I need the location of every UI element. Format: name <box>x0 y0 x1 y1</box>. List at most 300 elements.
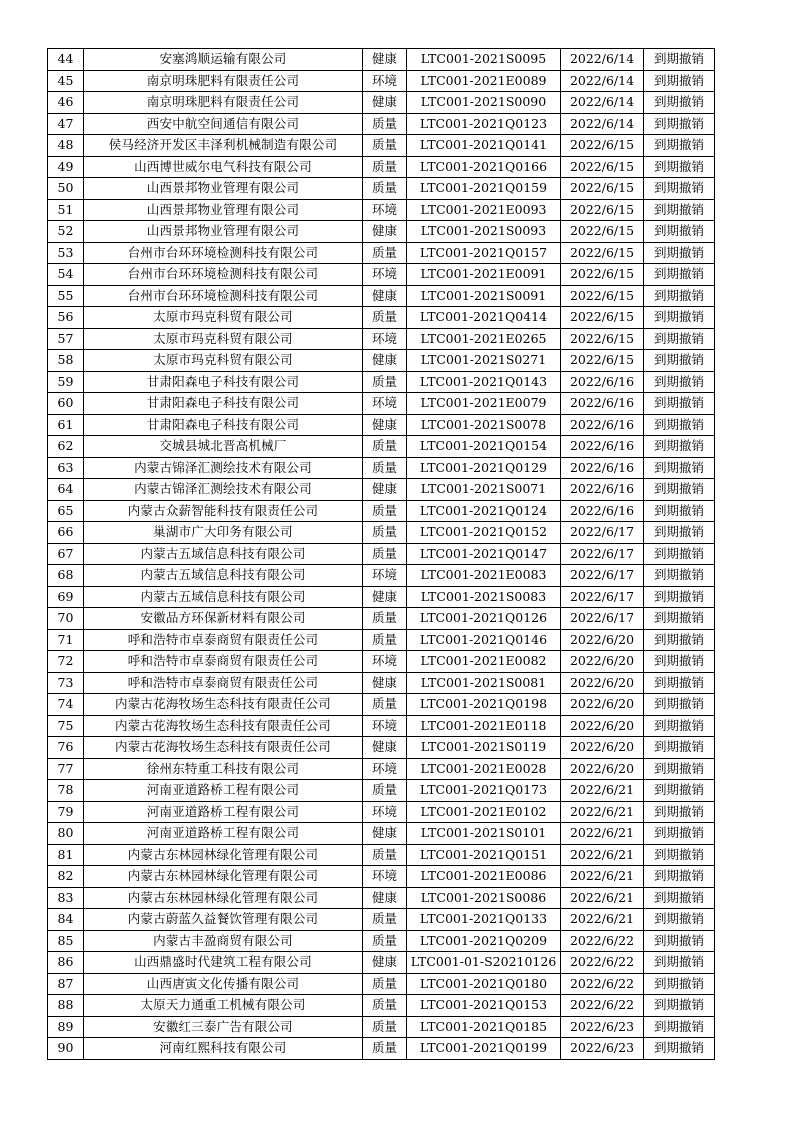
certificate-code: LTC001-2021Q0198 <box>407 694 561 716</box>
company-name: 甘肃阳森电子科技有限公司 <box>84 371 363 393</box>
revocation-date: 2022/6/20 <box>561 651 644 673</box>
status-text: 到期撤销 <box>644 242 715 264</box>
certification-type: 质量 <box>363 1016 407 1038</box>
certification-type: 健康 <box>363 823 407 845</box>
certification-type: 环境 <box>363 199 407 221</box>
certification-type: 健康 <box>363 285 407 307</box>
table-row <box>48 565 715 587</box>
company-name: 内蒙古花海牧场生态科技有限责任公司 <box>84 715 363 737</box>
revocation-date: 2022/6/17 <box>561 608 644 630</box>
table-row <box>48 952 715 974</box>
row-number: 83 <box>48 887 84 909</box>
certificate-code: LTC001-2021S0271 <box>407 350 561 372</box>
status-text: 到期撤销 <box>644 500 715 522</box>
certificate-code: LTC001-2021Q0152 <box>407 522 561 544</box>
certificate-code: LTC001-2021Q0126 <box>407 608 561 630</box>
row-number: 56 <box>48 307 84 329</box>
certificate-code: LTC001-2021Q0129 <box>407 457 561 479</box>
row-number: 66 <box>48 522 84 544</box>
company-name: 侯马经济开发区丰泽利机械制造有限公司 <box>84 135 363 157</box>
status-text: 到期撤销 <box>644 995 715 1017</box>
table-row <box>48 629 715 651</box>
row-number: 75 <box>48 715 84 737</box>
company-name: 河南亚道路桥工程有限公司 <box>84 780 363 802</box>
revocation-date: 2022/6/20 <box>561 737 644 759</box>
status-text: 到期撤销 <box>644 1038 715 1060</box>
certification-type: 环境 <box>363 715 407 737</box>
revocation-date: 2022/6/16 <box>561 414 644 436</box>
status-text: 到期撤销 <box>644 1016 715 1038</box>
table-row <box>48 135 715 157</box>
revocation-date: 2022/6/20 <box>561 629 644 651</box>
table-row <box>48 156 715 178</box>
status-text: 到期撤销 <box>644 952 715 974</box>
table-row <box>48 307 715 329</box>
row-number: 76 <box>48 737 84 759</box>
revocation-date: 2022/6/15 <box>561 264 644 286</box>
row-number: 50 <box>48 178 84 200</box>
certification-type: 质量 <box>363 844 407 866</box>
table-row <box>48 92 715 114</box>
certificate-code: LTC001-2021S0090 <box>407 92 561 114</box>
revocation-date: 2022/6/15 <box>561 242 644 264</box>
row-number: 84 <box>48 909 84 931</box>
revocation-date: 2022/6/22 <box>561 930 644 952</box>
row-number: 70 <box>48 608 84 630</box>
company-name: 南京明珠肥料有限责任公司 <box>84 92 363 114</box>
revocation-date: 2022/6/14 <box>561 70 644 92</box>
certification-type: 健康 <box>363 479 407 501</box>
row-number: 74 <box>48 694 84 716</box>
certificate-code: LTC001-2021E0028 <box>407 758 561 780</box>
status-text: 到期撤销 <box>644 457 715 479</box>
certificate-code: LTC001-2021Q0209 <box>407 930 561 952</box>
certification-type: 质量 <box>363 608 407 630</box>
table-row <box>48 823 715 845</box>
table-row <box>48 801 715 823</box>
table-row <box>48 393 715 415</box>
company-name: 内蒙古东林园林绿化管理有限公司 <box>84 866 363 888</box>
status-text: 到期撤销 <box>644 264 715 286</box>
certification-type: 健康 <box>363 672 407 694</box>
status-text: 到期撤销 <box>644 543 715 565</box>
company-name: 内蒙古丰盈商贸有限公司 <box>84 930 363 952</box>
table-row <box>48 758 715 780</box>
certification-type: 质量 <box>363 436 407 458</box>
certification-type: 质量 <box>363 242 407 264</box>
company-name: 内蒙古东林园林绿化管理有限公司 <box>84 844 363 866</box>
status-text: 到期撤销 <box>644 414 715 436</box>
company-name: 交城县城北晋高机械厂 <box>84 436 363 458</box>
revocation-date: 2022/6/14 <box>561 92 644 114</box>
company-name: 内蒙古五域信息科技有限公司 <box>84 586 363 608</box>
company-name: 内蒙古五域信息科技有限公司 <box>84 565 363 587</box>
revocation-date: 2022/6/22 <box>561 952 644 974</box>
certificate-code: LTC001-2021E0086 <box>407 866 561 888</box>
table-row <box>48 672 715 694</box>
revocation-date: 2022/6/14 <box>561 49 644 71</box>
company-name: 呼和浩特市卓泰商贸有限责任公司 <box>84 629 363 651</box>
certification-type: 质量 <box>363 543 407 565</box>
certificate-code: LTC001-2021S0081 <box>407 672 561 694</box>
company-name: 呼和浩特市卓泰商贸有限责任公司 <box>84 672 363 694</box>
company-name: 呼和浩特市卓泰商贸有限责任公司 <box>84 651 363 673</box>
certificate-code: LTC001-2021E0265 <box>407 328 561 350</box>
table-row <box>48 586 715 608</box>
table-row <box>48 285 715 307</box>
revocation-date: 2022/6/22 <box>561 973 644 995</box>
company-name: 内蒙古蔚蓝久益餐饮管理有限公司 <box>84 909 363 931</box>
table-row <box>48 930 715 952</box>
company-name: 台州市台环环境检测科技有限公司 <box>84 285 363 307</box>
status-text: 到期撤销 <box>644 70 715 92</box>
company-name: 山西景邦物业管理有限公司 <box>84 221 363 243</box>
row-number: 67 <box>48 543 84 565</box>
certificate-code: LTC001-2021Q0199 <box>407 1038 561 1060</box>
certification-type: 质量 <box>363 780 407 802</box>
status-text: 到期撤销 <box>644 156 715 178</box>
revocation-date: 2022/6/17 <box>561 522 644 544</box>
certificate-code: LTC001-2021S0093 <box>407 221 561 243</box>
certificate-code: LTC001-2021S0119 <box>407 737 561 759</box>
revocation-date: 2022/6/20 <box>561 715 644 737</box>
row-number: 46 <box>48 92 84 114</box>
row-number: 64 <box>48 479 84 501</box>
row-number: 54 <box>48 264 84 286</box>
status-text: 到期撤销 <box>644 651 715 673</box>
revocation-date: 2022/6/17 <box>561 565 644 587</box>
certificate-code: LTC001-2021Q0153 <box>407 995 561 1017</box>
table-row <box>48 242 715 264</box>
certification-type: 健康 <box>363 49 407 71</box>
status-text: 到期撤销 <box>644 479 715 501</box>
certification-type: 健康 <box>363 586 407 608</box>
company-name: 太原市玛克科贸有限公司 <box>84 350 363 372</box>
certification-type: 质量 <box>363 930 407 952</box>
table-row <box>48 328 715 350</box>
company-name: 太原市玛克科贸有限公司 <box>84 307 363 329</box>
row-number: 69 <box>48 586 84 608</box>
certificate-code: LTC001-2021Q0173 <box>407 780 561 802</box>
status-text: 到期撤销 <box>644 737 715 759</box>
certificate-code: LTC001-2021Q0146 <box>407 629 561 651</box>
company-name: 内蒙古花海牧场生态科技有限责任公司 <box>84 737 363 759</box>
status-text: 到期撤销 <box>644 178 715 200</box>
table-row <box>48 844 715 866</box>
table-row <box>48 887 715 909</box>
certification-type: 质量 <box>363 629 407 651</box>
status-text: 到期撤销 <box>644 844 715 866</box>
certificate-code: LTC001-2021Q0166 <box>407 156 561 178</box>
row-number: 63 <box>48 457 84 479</box>
row-number: 62 <box>48 436 84 458</box>
certification-type: 环境 <box>363 866 407 888</box>
row-number: 81 <box>48 844 84 866</box>
certification-type: 质量 <box>363 457 407 479</box>
status-text: 到期撤销 <box>644 328 715 350</box>
company-name: 山西鼎盛时代建筑工程有限公司 <box>84 952 363 974</box>
revocation-date: 2022/6/17 <box>561 586 644 608</box>
certification-type: 环境 <box>363 70 407 92</box>
row-number: 52 <box>48 221 84 243</box>
revocation-date: 2022/6/16 <box>561 457 644 479</box>
certificate-code: LTC001-2021Q0180 <box>407 973 561 995</box>
certificate-code: LTC001-2021Q0151 <box>407 844 561 866</box>
certification-type: 健康 <box>363 350 407 372</box>
row-number: 79 <box>48 801 84 823</box>
company-name: 内蒙古锦泽汇测绘技术有限公司 <box>84 457 363 479</box>
status-text: 到期撤销 <box>644 199 715 221</box>
status-text: 到期撤销 <box>644 350 715 372</box>
table-row <box>48 350 715 372</box>
row-number: 55 <box>48 285 84 307</box>
row-number: 48 <box>48 135 84 157</box>
table-row <box>48 909 715 931</box>
company-name: 河南红熙科技有限公司 <box>84 1038 363 1060</box>
status-text: 到期撤销 <box>644 694 715 716</box>
certificate-code: LTC001-2021E0089 <box>407 70 561 92</box>
company-name: 台州市台环环境检测科技有限公司 <box>84 264 363 286</box>
certificate-code: LTC001-2021S0071 <box>407 479 561 501</box>
table-row <box>48 457 715 479</box>
table-row <box>48 651 715 673</box>
table-row <box>48 780 715 802</box>
table-row <box>48 608 715 630</box>
certification-type: 健康 <box>363 414 407 436</box>
status-text: 到期撤销 <box>644 866 715 888</box>
status-text: 到期撤销 <box>644 565 715 587</box>
certificate-code: LTC001-2021S0095 <box>407 49 561 71</box>
certificate-code: LTC001-2021S0083 <box>407 586 561 608</box>
revocation-date: 2022/6/15 <box>561 350 644 372</box>
company-name: 山西唐寅文化传播有限公司 <box>84 973 363 995</box>
status-text: 到期撤销 <box>644 909 715 931</box>
revocation-date: 2022/6/22 <box>561 995 644 1017</box>
table-row <box>48 414 715 436</box>
certificate-code: LTC001-2021E0118 <box>407 715 561 737</box>
row-number: 68 <box>48 565 84 587</box>
certification-type: 质量 <box>363 500 407 522</box>
certification-type: 质量 <box>363 113 407 135</box>
revocation-date: 2022/6/16 <box>561 479 644 501</box>
company-name: 安徽红三泰广告有限公司 <box>84 1016 363 1038</box>
table-row <box>48 70 715 92</box>
revocation-date: 2022/6/21 <box>561 823 644 845</box>
status-text: 到期撤销 <box>644 801 715 823</box>
certification-type: 质量 <box>363 178 407 200</box>
certification-type: 质量 <box>363 522 407 544</box>
row-number: 59 <box>48 371 84 393</box>
certification-type: 质量 <box>363 371 407 393</box>
row-number: 47 <box>48 113 84 135</box>
revocation-date: 2022/6/14 <box>561 113 644 135</box>
revocation-date: 2022/6/15 <box>561 178 644 200</box>
row-number: 49 <box>48 156 84 178</box>
status-text: 到期撤销 <box>644 608 715 630</box>
status-text: 到期撤销 <box>644 780 715 802</box>
row-number: 61 <box>48 414 84 436</box>
revocation-date: 2022/6/21 <box>561 866 644 888</box>
status-text: 到期撤销 <box>644 823 715 845</box>
row-number: 88 <box>48 995 84 1017</box>
certificate-code: LTC001-2021E0082 <box>407 651 561 673</box>
status-text: 到期撤销 <box>644 49 715 71</box>
revocation-date: 2022/6/21 <box>561 844 644 866</box>
certificate-code: LTC001-2021Q0123 <box>407 113 561 135</box>
status-text: 到期撤销 <box>644 672 715 694</box>
status-text: 到期撤销 <box>644 371 715 393</box>
company-name: 徐州东特重工科技有限公司 <box>84 758 363 780</box>
revocation-date: 2022/6/16 <box>561 371 644 393</box>
certification-type: 环境 <box>363 393 407 415</box>
revocation-date: 2022/6/15 <box>561 156 644 178</box>
row-number: 86 <box>48 952 84 974</box>
company-name: 河南亚道路桥工程有限公司 <box>84 801 363 823</box>
revocation-date: 2022/6/23 <box>561 1038 644 1060</box>
row-number: 89 <box>48 1016 84 1038</box>
revocation-date: 2022/6/15 <box>561 221 644 243</box>
revocation-date: 2022/6/17 <box>561 543 644 565</box>
certification-type: 健康 <box>363 952 407 974</box>
row-number: 65 <box>48 500 84 522</box>
row-number: 80 <box>48 823 84 845</box>
company-name: 内蒙古锦泽汇测绘技术有限公司 <box>84 479 363 501</box>
row-number: 71 <box>48 629 84 651</box>
row-number: 85 <box>48 930 84 952</box>
status-text: 到期撤销 <box>644 758 715 780</box>
row-number: 90 <box>48 1038 84 1060</box>
row-number: 77 <box>48 758 84 780</box>
company-name: 内蒙古众薪智能科技有限责任公司 <box>84 500 363 522</box>
company-name: 山西景邦物业管理有限公司 <box>84 178 363 200</box>
status-text: 到期撤销 <box>644 436 715 458</box>
certification-type: 质量 <box>363 973 407 995</box>
table-row <box>48 995 715 1017</box>
company-name: 山西景邦物业管理有限公司 <box>84 199 363 221</box>
row-number: 60 <box>48 393 84 415</box>
table-body <box>48 49 715 1060</box>
certification-type: 环境 <box>363 801 407 823</box>
table-row <box>48 479 715 501</box>
status-text: 到期撤销 <box>644 629 715 651</box>
table-row <box>48 199 715 221</box>
revocation-date: 2022/6/23 <box>561 1016 644 1038</box>
certification-type: 质量 <box>363 694 407 716</box>
status-text: 到期撤销 <box>644 307 715 329</box>
status-text: 到期撤销 <box>644 930 715 952</box>
company-name: 安塞鸿顺运输有限公司 <box>84 49 363 71</box>
company-name: 台州市台环环境检测科技有限公司 <box>84 242 363 264</box>
revocation-date: 2022/6/21 <box>561 909 644 931</box>
table-row <box>48 113 715 135</box>
revocation-date: 2022/6/21 <box>561 887 644 909</box>
certification-type: 健康 <box>363 221 407 243</box>
company-name: 南京明珠肥料有限责任公司 <box>84 70 363 92</box>
certification-type: 健康 <box>363 737 407 759</box>
certification-type: 环境 <box>363 758 407 780</box>
certification-type: 环境 <box>363 264 407 286</box>
certificate-code: LTC001-2021Q0133 <box>407 909 561 931</box>
company-name: 巢湖市广大印务有限公司 <box>84 522 363 544</box>
table-row <box>48 973 715 995</box>
revocation-date: 2022/6/15 <box>561 328 644 350</box>
revocation-date: 2022/6/15 <box>561 307 644 329</box>
status-text: 到期撤销 <box>644 973 715 995</box>
certificate-revocation-table <box>47 48 715 1060</box>
status-text: 到期撤销 <box>644 113 715 135</box>
table-row <box>48 737 715 759</box>
table-row <box>48 694 715 716</box>
status-text: 到期撤销 <box>644 221 715 243</box>
revocation-date: 2022/6/21 <box>561 780 644 802</box>
row-number: 72 <box>48 651 84 673</box>
company-name: 内蒙古花海牧场生态科技有限责任公司 <box>84 694 363 716</box>
table-row <box>48 371 715 393</box>
table-row <box>48 522 715 544</box>
certification-type: 质量 <box>363 156 407 178</box>
certificate-code: LTC001-2021S0101 <box>407 823 561 845</box>
table-row <box>48 543 715 565</box>
company-name: 内蒙古东林园林绿化管理有限公司 <box>84 887 363 909</box>
company-name: 太原市玛克科贸有限公司 <box>84 328 363 350</box>
status-text: 到期撤销 <box>644 393 715 415</box>
company-name: 西安中航空间通信有限公司 <box>84 113 363 135</box>
status-text: 到期撤销 <box>644 586 715 608</box>
company-name: 山西博世威尔电气科技有限公司 <box>84 156 363 178</box>
status-text: 到期撤销 <box>644 715 715 737</box>
revocation-date: 2022/6/20 <box>561 672 644 694</box>
table-row <box>48 49 715 71</box>
row-number: 82 <box>48 866 84 888</box>
certificate-code: LTC001-2021Q0124 <box>407 500 561 522</box>
certification-type: 环境 <box>363 651 407 673</box>
table-row <box>48 264 715 286</box>
certificate-code: LTC001-2021E0091 <box>407 264 561 286</box>
certification-type: 环境 <box>363 565 407 587</box>
table-row <box>48 500 715 522</box>
status-text: 到期撤销 <box>644 135 715 157</box>
certificate-code: LTC001-2021E0102 <box>407 801 561 823</box>
company-name: 甘肃阳森电子科技有限公司 <box>84 393 363 415</box>
status-text: 到期撤销 <box>644 522 715 544</box>
status-text: 到期撤销 <box>644 92 715 114</box>
row-number: 73 <box>48 672 84 694</box>
company-name: 内蒙古五域信息科技有限公司 <box>84 543 363 565</box>
table-row <box>48 221 715 243</box>
certificate-code: LTC001-2021Q0159 <box>407 178 561 200</box>
revocation-date: 2022/6/16 <box>561 393 644 415</box>
certification-type: 健康 <box>363 887 407 909</box>
table-row <box>48 178 715 200</box>
table-row <box>48 715 715 737</box>
certificate-code: LTC001-2021E0079 <box>407 393 561 415</box>
revocation-date: 2022/6/21 <box>561 801 644 823</box>
table-row <box>48 1038 715 1060</box>
company-name: 河南亚道路桥工程有限公司 <box>84 823 363 845</box>
row-number: 87 <box>48 973 84 995</box>
certificate-code: LTC001-2021E0083 <box>407 565 561 587</box>
revocation-date: 2022/6/15 <box>561 285 644 307</box>
table-row <box>48 436 715 458</box>
certificate-code: LTC001-2021Q0157 <box>407 242 561 264</box>
table-row <box>48 1016 715 1038</box>
revocation-date: 2022/6/20 <box>561 694 644 716</box>
company-name: 太原天力通重工机械有限公司 <box>84 995 363 1017</box>
certificate-code: LTC001-2021S0078 <box>407 414 561 436</box>
certificate-code: LTC001-2021Q0143 <box>407 371 561 393</box>
status-text: 到期撤销 <box>644 285 715 307</box>
certificate-code: LTC001-2021Q0141 <box>407 135 561 157</box>
